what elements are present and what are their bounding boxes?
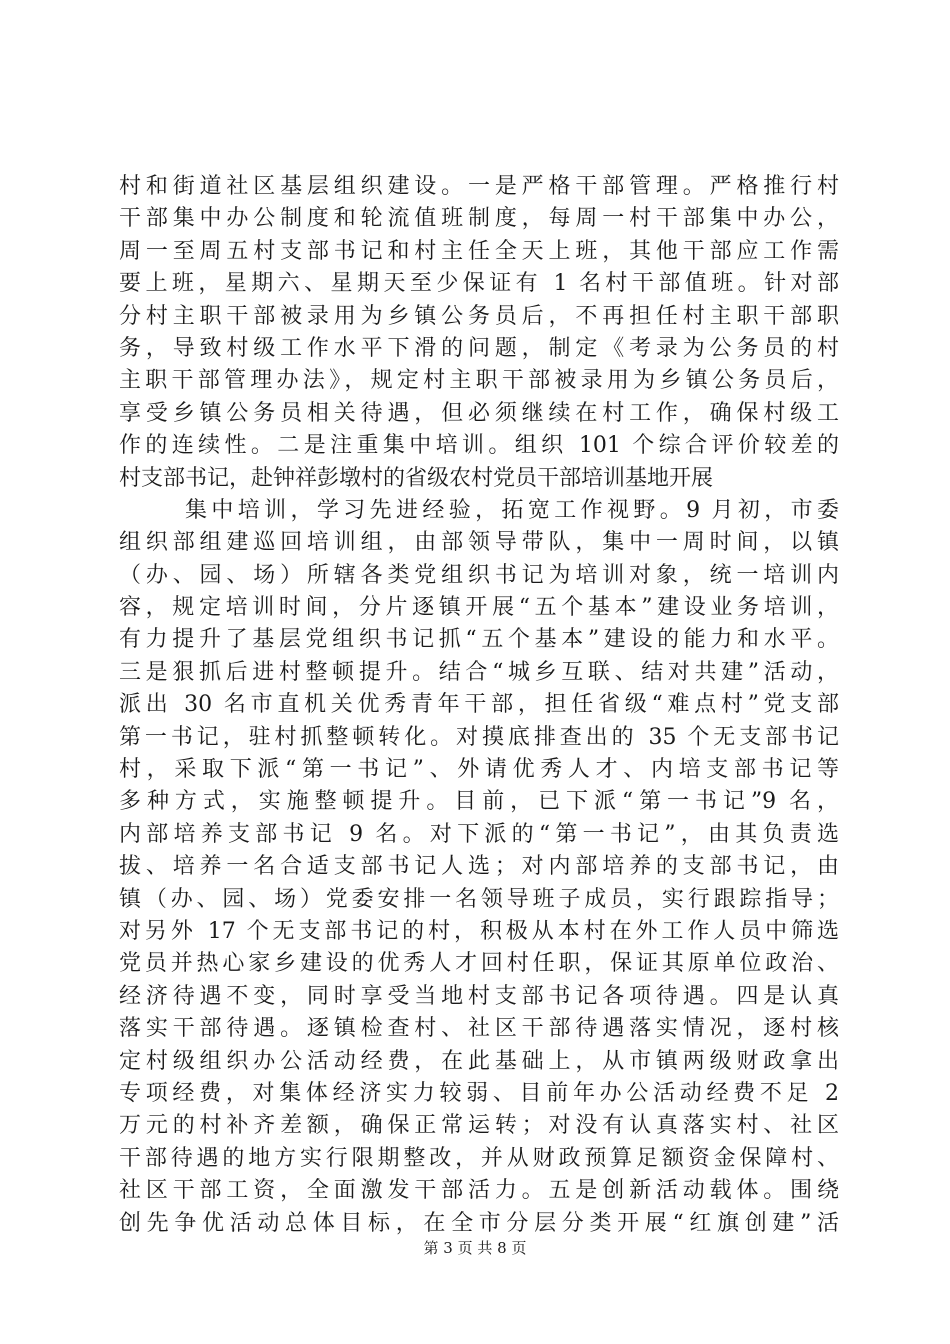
text-line: 党员并热心家乡建设的优秀人才回村任职，保证其原单位政治、 (119, 951, 839, 977)
paragraph-1 (119, 171, 839, 495)
text-line: 集中培训，学习先进经验，拓宽工作视野。9 月初，市委 (185, 497, 839, 523)
document-body (119, 171, 839, 1240)
text-line: 要上班，星期六、星期天至少保证有 1 名村干部值班。针对部 (119, 271, 839, 297)
text-line: 定村级组织办公活动经费，在此基础上，从市镇两级财政拿出 (119, 1048, 839, 1074)
text-line: 专项经费，对集体经济实力较弱、目前年办公活动经费不足 2 (119, 1080, 839, 1106)
text-line: 对另外 17 个无支部书记的村，积极从本村在外工作人员中筛选 (119, 918, 839, 944)
text-line: 内部培养支部书记 9 名。对下派的“第一书记”，由其负责选 (119, 821, 839, 847)
text-line: 分村主职干部被录用为乡镇公务员后，不再担任村主职干部职 (119, 303, 839, 329)
text-line: 村支部书记，赴钟祥彭墩村的省级农村党员干部培训基地开展 (119, 465, 714, 491)
page-footer (0, 1238, 950, 1258)
text-line: 干部集中办公制度和轮流值班制度，每周一村干部集中办公， (119, 206, 839, 232)
text-line: 务，导致村级工作水平下滑的问题，制定《考录为公务员的村 (119, 335, 839, 361)
text-line: 经济待遇不变，同时享受当地村支部书记各项待遇。四是认真 (119, 983, 839, 1009)
text-line: 容，规定培训时间，分片逐镇开展“五个基本”建设业务培训， (119, 595, 839, 621)
text-line: 享受乡镇公务员相关待遇，但必须继续在村工作，确保村级工 (119, 400, 839, 426)
text-line: 村，采取下派“第一书记”、外请优秀人才、内培支部书记等 (119, 757, 839, 783)
text-line: 组织部组建巡回培训组，由部领导带队，集中一周时间，以镇 (119, 530, 839, 556)
text-line: 村和街道社区基层组织建设。一是严格干部管理。严格推行村 (119, 174, 839, 199)
text-line: 创先争优活动总体目标，在全市分层分类开展“红旗创建”活 (119, 1210, 839, 1236)
text-line: 社区干部工资，全面激发干部活力。五是创新活动载体。围绕 (119, 1178, 839, 1204)
text-line: 派出 30 名市直机关优秀青年干部，担任省级“难点村”党支部 (119, 692, 839, 718)
text-line: 万元的村补齐差额，确保正常运转；对没有认真落实村、社区 (119, 1113, 839, 1139)
text-line: 干部待遇的地方实行限期整改，并从财政预算足额资金保障村、 (119, 1145, 839, 1171)
text-line: 周一至周五村支部书记和村主任全天上班，其他干部应工作需 (119, 238, 839, 264)
text-line: 第一书记，驻村抓整顿转化。对摸底排查出的 35 个无支部书记 (119, 724, 839, 750)
text-line: 镇（办、园、场）党委安排一名领导班子成员，实行跟踪指导； (119, 886, 839, 912)
text-line: （办、园、场）所辖各类党组织书记为培训对象，统一培训内 (119, 562, 839, 588)
text-line: 作的连续性。二是注重集中培训。组织 101 个综合评价较差的 (119, 433, 839, 459)
text-line: 三是狠抓后进村整顿提升。结合“城乡互联、结对共建”活动， (119, 659, 839, 685)
text-line: 有力提升了基层党组织书记抓“五个基本”建设的能力和水平。 (119, 627, 839, 653)
page-number-indicator: 第 3 页 共 8 页 (423, 1239, 527, 1257)
text-line: 拔、培养一名合适支部书记人选；对内部培养的支部书记，由 (119, 854, 839, 880)
paragraph-2 (119, 495, 839, 1240)
text-line: 主职干部管理办法》，规定村主职干部被录用为乡镇公务员后， (119, 368, 839, 394)
text-line: 多种方式，实施整顿提升。目前，已下派“第一书记”9 名， (119, 789, 839, 815)
text-line: 落实干部待遇。逐镇检查村、社区干部待遇落实情况，逐村核 (119, 1016, 839, 1042)
